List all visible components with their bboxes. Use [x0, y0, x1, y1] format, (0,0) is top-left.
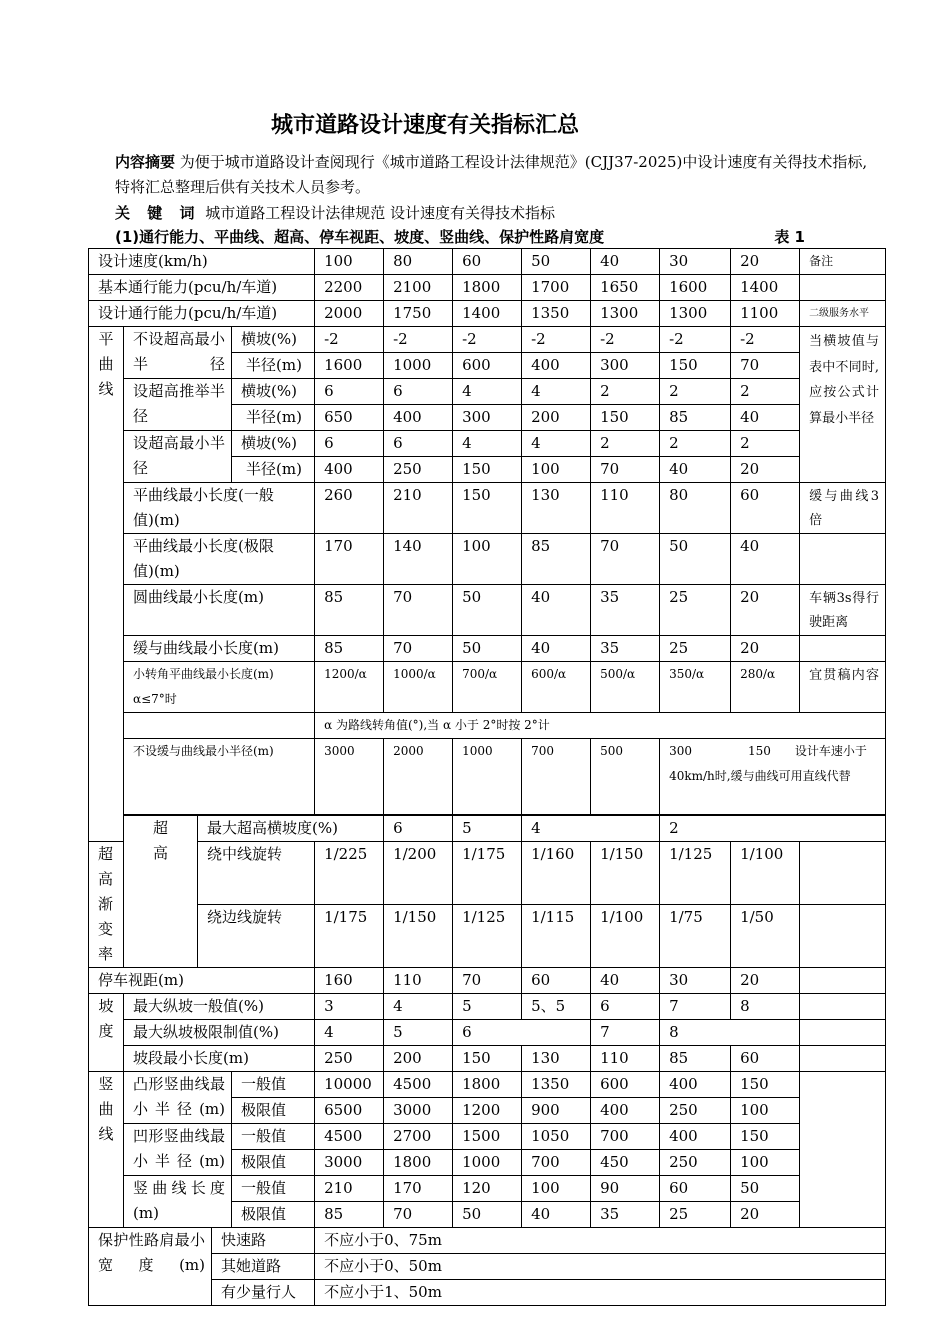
cell: 1/175	[315, 905, 384, 968]
cell: 260	[315, 483, 384, 534]
row-max-superelev	[89, 816, 886, 842]
row-stopping-distance	[89, 968, 886, 994]
sub-rec-superelev: 设超高推举半径	[124, 379, 232, 431]
label-edge-rotation: 绕边线旋转	[198, 905, 315, 968]
cell: 5	[453, 994, 522, 1020]
label-grade-limit: 最大纵坡极限制值(%)	[124, 1020, 315, 1046]
note-cell	[800, 842, 886, 905]
cell: 200	[522, 405, 591, 431]
label-design-capacity: 设计通行能力(pcu/h/车道)	[89, 301, 315, 327]
note-angle-definition: α 为路线转角值(°),当 α 小于 2°时按 2°计	[315, 713, 886, 739]
cell: 4	[384, 994, 453, 1020]
cell: 1/150	[591, 842, 660, 905]
shoulder-value: 不应小于0、50m	[315, 1254, 886, 1280]
cell: 1/50	[731, 905, 800, 968]
cell: 1/100	[591, 905, 660, 968]
row-transition-min	[89, 636, 886, 662]
cell: 35	[591, 636, 660, 662]
cell: 2	[591, 379, 660, 405]
row-shoulder-expressway	[89, 1228, 886, 1254]
cell: 2000	[384, 739, 453, 815]
row-no-superelev-cross	[89, 327, 886, 353]
label-crossfall: 横坡(%)	[232, 327, 315, 353]
cell: 80	[384, 249, 453, 275]
cell: 4500	[315, 1124, 384, 1150]
cell: 50	[522, 249, 591, 275]
cell: 1400	[731, 275, 800, 301]
cell: 250	[384, 457, 453, 483]
cell: 3000	[315, 739, 384, 815]
cell: 600/α	[522, 662, 591, 713]
cell: 1200/α	[315, 662, 384, 713]
cell: 60	[731, 483, 800, 534]
cell: 210	[315, 1176, 384, 1202]
cell: 450	[591, 1150, 660, 1176]
cell: 20	[731, 1202, 800, 1228]
row-circular-min	[89, 585, 886, 636]
label-no-transition-radius: 不设缓与曲线最小半径(m)	[124, 739, 315, 815]
abstract-text: 为便于城市道路设计查阅现行《城市道路工程设计法律规范》(CJJ37-2025)中设计速度有关得技术指标,特将汇总整理后供有关技术人员参考。	[115, 153, 868, 196]
note-three-times: 缓与曲线3倍	[800, 483, 886, 534]
cell: -2	[522, 327, 591, 353]
abstract	[115, 150, 875, 200]
cell: 90	[591, 1176, 660, 1202]
no-transition-tail	[660, 739, 886, 815]
row-small-angle-note	[89, 713, 886, 739]
cell: 1/75	[660, 905, 731, 968]
value-20: 150	[747, 744, 771, 758]
cell: 150	[731, 1124, 800, 1150]
label-crossfall: 横坡(%)	[232, 379, 315, 405]
group-pingquxian: 平曲线	[89, 327, 124, 842]
cell: 150	[453, 1046, 522, 1072]
cell: 400	[384, 405, 453, 431]
cell: 1300	[591, 301, 660, 327]
note-cell	[800, 968, 886, 994]
cell: 150	[591, 405, 660, 431]
cell: 25	[660, 1202, 731, 1228]
cell: 1800	[453, 275, 522, 301]
cell: 700	[522, 1150, 591, 1176]
sub-min-superelev: 设超高最小半径	[124, 431, 232, 483]
cell: 150	[731, 1072, 800, 1098]
cell: 4	[315, 1020, 384, 1046]
cell: 6500	[315, 1098, 384, 1124]
cell: 5	[453, 816, 522, 842]
cell: 2	[591, 431, 660, 457]
cell: 5、5	[522, 994, 591, 1020]
cell: 400	[315, 457, 384, 483]
keywords	[115, 201, 875, 226]
cell: 25	[660, 636, 731, 662]
note-straight-line: 设计车速小于40km/h时,缓与曲线可用直线代替	[669, 744, 867, 783]
cell: 40	[522, 636, 591, 662]
cell: 1/115	[522, 905, 591, 968]
note-cell	[800, 1072, 886, 1228]
label-limit: 极限值	[232, 1098, 315, 1124]
cell: 6	[591, 994, 660, 1020]
cell: 1400	[453, 301, 522, 327]
cell: 110	[384, 968, 453, 994]
note-cell	[800, 1020, 886, 1046]
cell: 4	[522, 379, 591, 405]
cell: 85	[315, 636, 384, 662]
cell: 160	[315, 968, 384, 994]
cell: 85	[315, 585, 384, 636]
cell: 60	[660, 1176, 731, 1202]
label-shoulder: 保护性路肩最小宽度(m)	[89, 1228, 212, 1306]
note-cell	[800, 636, 886, 662]
shoulder-type: 其她道路	[212, 1254, 315, 1280]
label-radius: 半径(m)	[232, 405, 315, 431]
cell: 85	[660, 1046, 731, 1072]
cell: 1/125	[660, 842, 731, 905]
empty-cell	[124, 713, 315, 739]
row-min-superelev-cross	[89, 431, 886, 457]
cell: 400	[522, 353, 591, 379]
cell: 40	[660, 457, 731, 483]
row-grade-segment	[89, 1046, 886, 1072]
cell: 85	[660, 405, 731, 431]
cell: 130	[522, 1046, 591, 1072]
cell: 500	[591, 739, 660, 815]
cell: 60	[522, 968, 591, 994]
cell: 50	[731, 1176, 800, 1202]
cell: 1100	[731, 301, 800, 327]
cell: 40	[522, 585, 591, 636]
cell: -2	[453, 327, 522, 353]
row-length-general	[89, 1176, 886, 1202]
cell: 1800	[453, 1072, 522, 1098]
cell: 40	[591, 968, 660, 994]
cell: 20	[731, 968, 800, 994]
cell: 100	[522, 1176, 591, 1202]
cell: 400	[591, 1098, 660, 1124]
cell: 250	[315, 1046, 384, 1072]
cell: 700/α	[453, 662, 522, 713]
row-no-transition-radius	[89, 739, 886, 815]
label-grade-segment: 坡段最小长度(m)	[124, 1046, 315, 1072]
label-general: 一般值	[232, 1176, 315, 1202]
shoulder-type: 有少量行人	[212, 1280, 315, 1306]
cell: 6	[453, 1020, 591, 1046]
note-3s-distance: 车辆3s得行驶距离	[800, 585, 886, 636]
cell: 50	[453, 585, 522, 636]
cell: 4	[522, 431, 591, 457]
cell: 150	[453, 457, 522, 483]
label-basic-capacity: 基本通行能力(pcu/h/车道)	[89, 275, 315, 301]
table-caption	[115, 226, 805, 247]
cell: 6	[315, 431, 384, 457]
cell: 170	[384, 1176, 453, 1202]
note-service-level: 二级服务水平	[800, 301, 886, 327]
cell: 1/100	[731, 842, 800, 905]
cell: 25	[660, 585, 731, 636]
label-limit: 极限值	[232, 1150, 315, 1176]
label-stopping-distance: 停车视距(m)	[89, 968, 315, 994]
speed-indicator-table	[88, 248, 886, 1306]
row-design-speed	[89, 249, 886, 275]
group-podu: 坡度	[89, 994, 124, 1072]
cell: 1350	[522, 1072, 591, 1098]
cell: 1000	[384, 353, 453, 379]
page-title: 城市道路设计速度有关指标汇总	[270, 113, 579, 138]
cell: 650	[315, 405, 384, 431]
cell: 100	[315, 249, 384, 275]
label-grade-general: 最大纵坡一般值(%)	[124, 994, 315, 1020]
cell: 1/125	[453, 905, 522, 968]
cell: 1500	[453, 1124, 522, 1150]
label-design-speed: 设计速度(km/h)	[89, 249, 315, 275]
cell: 100	[731, 1150, 800, 1176]
cell: 130	[522, 483, 591, 534]
cell: 1600	[660, 275, 731, 301]
cell: 2200	[315, 275, 384, 301]
table-number: 表 1	[774, 228, 805, 246]
label-general: 一般值	[232, 1124, 315, 1150]
cell: 600	[453, 353, 522, 379]
cell: 30	[660, 249, 731, 275]
label-transition-min: 缓与曲线最小长度(m)	[124, 636, 315, 662]
cell: -2	[384, 327, 453, 353]
cell: 170	[315, 534, 384, 585]
cell: 35	[591, 585, 660, 636]
cell: 5	[384, 1020, 453, 1046]
cell: 6	[384, 379, 453, 405]
row-rate-edge	[89, 905, 886, 968]
cell: 3000	[315, 1150, 384, 1176]
cell: 8	[731, 994, 800, 1020]
cell: 150	[453, 483, 522, 534]
cell: 2100	[384, 275, 453, 301]
cell: 2	[660, 379, 731, 405]
cell: 280/α	[731, 662, 800, 713]
note-cell	[800, 275, 886, 301]
cell: 50	[453, 636, 522, 662]
shoulder-value: 不应小于1、50m	[315, 1280, 886, 1306]
cell: 1000/α	[384, 662, 453, 713]
cell: 200	[384, 1046, 453, 1072]
row-rate-center	[89, 842, 886, 905]
cell: 120	[453, 1176, 522, 1202]
cell: 900	[522, 1098, 591, 1124]
cell: 70	[384, 585, 453, 636]
row-small-angle	[89, 662, 886, 713]
label-radius: 半径(m)	[232, 457, 315, 483]
cell: 300	[453, 405, 522, 431]
cell: -2	[731, 327, 800, 353]
cell: 85	[522, 534, 591, 585]
note-formula: 当横坡值与表中不同时,应按公式计算最小半径	[800, 327, 886, 483]
cell: 100	[453, 534, 522, 585]
row-basic-capacity	[89, 275, 886, 301]
cell: 1000	[453, 1150, 522, 1176]
cell: 1700	[522, 275, 591, 301]
cell: 700	[591, 1124, 660, 1150]
cell: 30	[660, 968, 731, 994]
cell: 20	[731, 585, 800, 636]
note-cell	[800, 905, 886, 968]
note-cell	[800, 994, 886, 1020]
cell: 1/150	[384, 905, 453, 968]
cell: 50	[453, 1202, 522, 1228]
cell: 110	[591, 483, 660, 534]
cell: 7	[660, 994, 731, 1020]
cell: 350/α	[660, 662, 731, 713]
cell: 400	[660, 1072, 731, 1098]
cell: 1750	[384, 301, 453, 327]
cell: 1/175	[453, 842, 522, 905]
cell: 100	[522, 457, 591, 483]
cell: 1050	[522, 1124, 591, 1150]
cell: 70	[384, 636, 453, 662]
shoulder-type: 快速路	[212, 1228, 315, 1254]
cell: 2000	[315, 301, 384, 327]
cell: 4500	[384, 1072, 453, 1098]
cell: 70	[731, 353, 800, 379]
label-convex: 凸形竖曲线最小半径(m)	[124, 1072, 232, 1124]
label-vertical-length: 竖曲线长度(m)	[124, 1176, 232, 1228]
label-max-superelev: 最大超高横坡度(%)	[198, 816, 384, 842]
cell: 1600	[315, 353, 384, 379]
cell: 80	[660, 483, 731, 534]
note-cell	[800, 534, 886, 585]
cell: -2	[591, 327, 660, 353]
cell: 300	[591, 353, 660, 379]
cell: 10000	[315, 1072, 384, 1098]
sub-no-superelev: 不设超高最小半径	[124, 327, 232, 379]
row-concave-general	[89, 1124, 886, 1150]
cell: 60	[453, 249, 522, 275]
cell: 7	[591, 1020, 660, 1046]
cell: 600	[591, 1072, 660, 1098]
cell: 110	[591, 1046, 660, 1072]
cell: -2	[660, 327, 731, 353]
cell: 6	[315, 379, 384, 405]
row-grade-limit	[89, 1020, 886, 1046]
cell: -2	[315, 327, 384, 353]
label-min-length-general: 平曲线最小长度(一般值)(m)	[124, 483, 315, 534]
cell: 2	[660, 816, 886, 842]
cell: 70	[384, 1202, 453, 1228]
cell: 60	[731, 1046, 800, 1072]
cell: 400	[660, 1124, 731, 1150]
cell: 6	[384, 816, 453, 842]
cell: 210	[384, 483, 453, 534]
cell: 2700	[384, 1124, 453, 1150]
row-grade-general	[89, 994, 886, 1020]
row-design-capacity	[89, 301, 886, 327]
cell: 4	[453, 431, 522, 457]
cell: 150	[660, 353, 731, 379]
keywords-text: 城市道路工程设计法律规范 设计速度有关得技术指标	[205, 204, 556, 222]
cell: 500/α	[591, 662, 660, 713]
label-concave: 凹形竖曲线最小半径(m)	[124, 1124, 232, 1176]
cell: 70	[453, 968, 522, 994]
cell: 20	[731, 457, 800, 483]
label-min-length-limit: 平曲线最小长度(极限值)(m)	[124, 534, 315, 585]
cell: 8	[660, 1020, 800, 1046]
group-shuquxian: 竖曲线	[89, 1072, 124, 1228]
cell: 140	[384, 534, 453, 585]
cell: 250	[660, 1098, 731, 1124]
cell: 40	[731, 534, 800, 585]
cell: 1000	[453, 739, 522, 815]
label-center-rotation: 绕中线旋转	[198, 842, 315, 905]
cell: 50	[660, 534, 731, 585]
label-general: 一般值	[232, 1072, 315, 1098]
cell: 70	[591, 534, 660, 585]
row-rec-superelev-cross	[89, 379, 886, 405]
row-convex-general	[89, 1072, 886, 1098]
group-chaogao: 超高	[124, 816, 198, 968]
cell: 70	[591, 457, 660, 483]
cell: 1650	[591, 275, 660, 301]
cell: 4	[522, 816, 660, 842]
cell: 40	[731, 405, 800, 431]
label-circular-min: 圆曲线最小长度(m)	[124, 585, 315, 636]
cell: 40	[522, 1202, 591, 1228]
cell: 20	[731, 636, 800, 662]
cell: 1200	[453, 1098, 522, 1124]
cell: 2	[660, 431, 731, 457]
note-draft-content: 宜贯稿内容	[800, 662, 886, 713]
cell: 35	[591, 1202, 660, 1228]
cell: 3000	[384, 1098, 453, 1124]
label-small-angle: 小转角平曲线最小长度(m) α≤7°时	[124, 662, 315, 713]
cell: 1/225	[315, 842, 384, 905]
cell: 1/160	[522, 842, 591, 905]
row-min-length-general	[89, 483, 886, 534]
cell: 3	[315, 994, 384, 1020]
shoulder-value: 不应小于0、75m	[315, 1228, 886, 1254]
table-caption-text: (1)通行能力、平曲线、超高、停车视距、坡度、竖曲线、保护性路肩宽度	[115, 228, 605, 246]
cell: 1800	[384, 1150, 453, 1176]
label-limit: 极限值	[232, 1202, 315, 1228]
cell: 20	[731, 249, 800, 275]
cell: 85	[315, 1202, 384, 1228]
row-min-length-limit	[89, 534, 886, 585]
cell: 2	[731, 431, 800, 457]
cell: 2	[731, 379, 800, 405]
cell: 40	[591, 249, 660, 275]
note-header: 备注	[800, 249, 886, 275]
cell: 250	[660, 1150, 731, 1176]
cell: 1300	[660, 301, 731, 327]
cell: 1/200	[384, 842, 453, 905]
label-crossfall: 横坡(%)	[232, 431, 315, 457]
keywords-label: 关 键 词	[115, 204, 201, 222]
abstract-label: 内容摘要	[115, 153, 176, 171]
label-radius: 半径(m)	[232, 353, 315, 379]
cell: 4	[453, 379, 522, 405]
note-cell	[800, 1046, 886, 1072]
cell: 100	[731, 1098, 800, 1124]
value-30: 300	[669, 744, 692, 758]
cell: 700	[522, 739, 591, 815]
cell: 1350	[522, 301, 591, 327]
cell: 6	[384, 431, 453, 457]
label-superelev-rate: 超高渐变率	[89, 842, 124, 968]
